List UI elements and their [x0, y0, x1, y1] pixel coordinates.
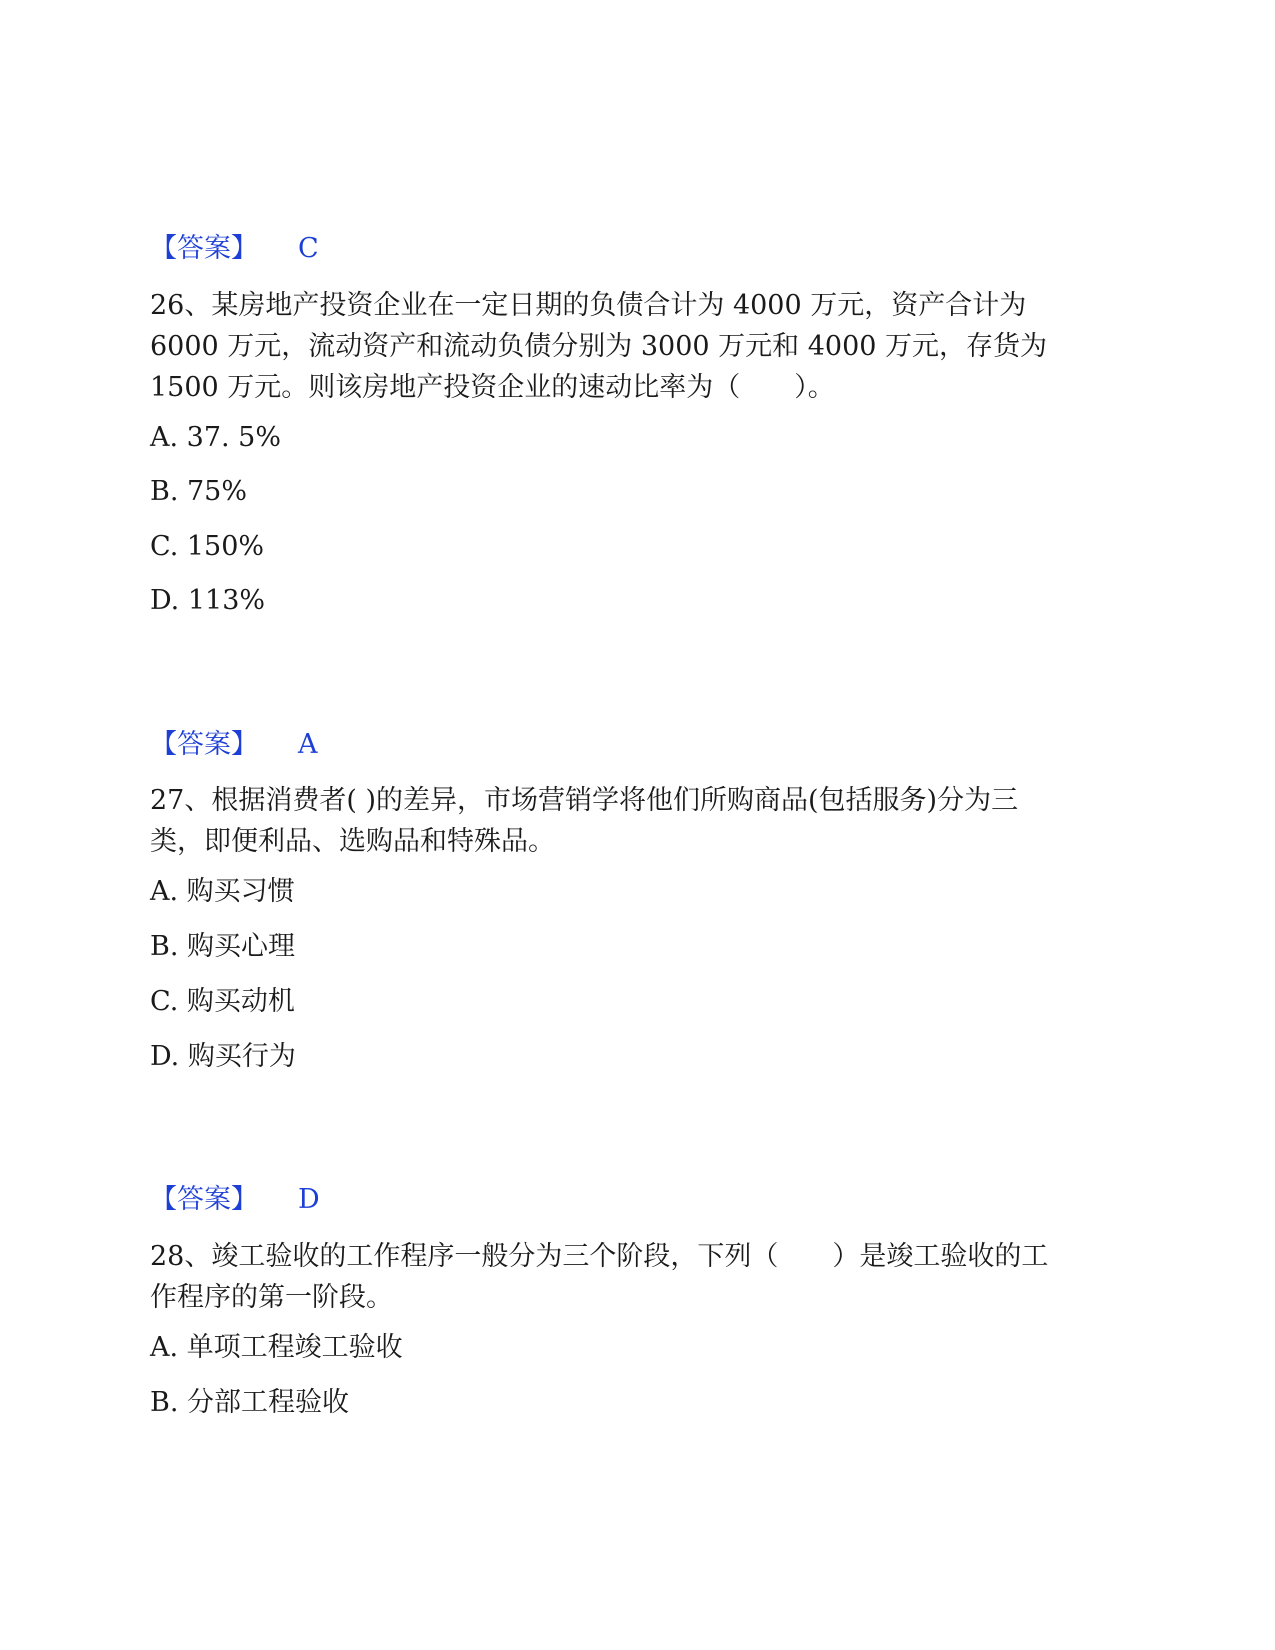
option-b: B. 购买心理 [150, 931, 296, 962]
question-line: 6000 万元，流动资产和流动负债分别为 3000 万元和 4000 万元，存货为 [150, 331, 1048, 362]
option-a: A. 单项工程竣工验收 [150, 1332, 403, 1363]
answer-line [150, 728, 318, 762]
question-line: 28、竣工验收的工作程序一般分为三个阶段，下列（ ）是竣工验收的工 [150, 1241, 1049, 1272]
answer-value: A [298, 729, 318, 760]
question-27 [150, 780, 1110, 862]
option-d: D. 113% [150, 585, 266, 616]
question-28 [150, 1236, 1110, 1318]
option-d: D. 购买行为 [150, 1041, 296, 1072]
answer-line [150, 232, 319, 266]
question-line: 26、某房地产投资企业在一定日期的负债合计为 4000 万元，资产合计为 [150, 290, 1027, 321]
option-a: A. 37. 5% [150, 422, 282, 453]
option-b: B. 75% [150, 476, 248, 507]
question-line: 作程序的第一阶段。 [150, 1282, 393, 1313]
option-c: C. 购买动机 [150, 986, 295, 1017]
question-26 [150, 285, 1110, 408]
question-line: 类，即便利品、选购品和特殊品。 [150, 826, 555, 857]
answer-label: 【答案】 [150, 1184, 258, 1215]
answer-label: 【答案】 [150, 233, 258, 264]
option-b: B. 分部工程验收 [150, 1387, 350, 1418]
question-line: 1500 万元。则该房地产投资企业的速动比率为（ ）。 [150, 372, 835, 403]
option-a: A. 购买习惯 [150, 876, 295, 907]
answer-value: D [298, 1184, 320, 1215]
question-line: 27、根据消费者( )的差异，市场营销学将他们所购商品(包括服务)分为三 [150, 785, 1019, 816]
answer-label: 【答案】 [150, 729, 258, 760]
answer-value: C [298, 233, 319, 264]
answer-line [150, 1183, 320, 1217]
option-c: C. 150% [150, 531, 265, 562]
